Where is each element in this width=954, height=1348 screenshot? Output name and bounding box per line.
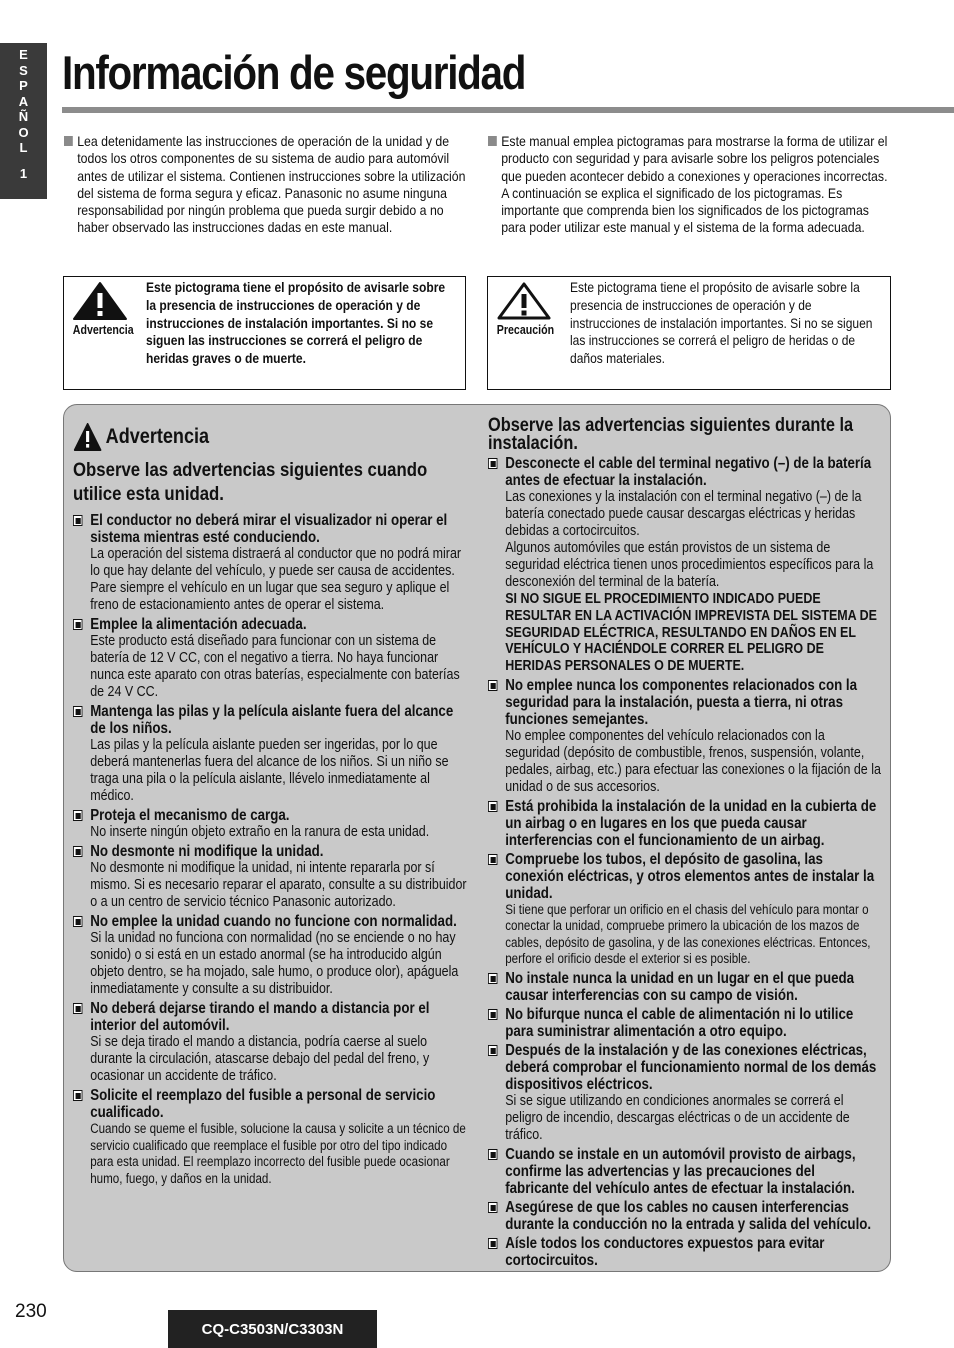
checkbox-bullet-icon bbox=[488, 1045, 497, 1056]
warning-item-body: No desmonte ni modifique la unidad, ni intente repararla por sí mismo. Si es necesario reparar el aparato, consulte a su distribuidor o a un centro de servicio técnico Panasonic autorizado. bbox=[90, 860, 467, 910]
bullet-square-icon bbox=[488, 136, 497, 146]
warning-item-heading: Mantenga las pilas y la película aislante fuera del alcance de los niños. bbox=[73, 703, 467, 737]
intro-right-text: Este manual emplea pictogramas para mostrarse la forma de utilizar el producto con seguridad y para avisarle sobre los peligros potenciales que pueden acontecer debido a conexiones y operaciones incorrectas. A continuación se explica el significado de los pictogramas. Es importante que comprenda bien los significados de los pictogramas para poder utilizar este manual y el sistema de la forma adecuada. bbox=[501, 133, 888, 236]
checkbox-bullet-icon bbox=[488, 973, 497, 984]
installation-section-title: Observe las advertencias siguientes durante la instalación. bbox=[488, 415, 854, 454]
warning-item-heading: Emplee la alimentación adecuada. bbox=[73, 616, 467, 633]
section-number: 1 bbox=[19, 165, 28, 181]
checkbox-bullet-icon bbox=[73, 515, 82, 526]
intro-left-text: Lea detenidamente las instrucciones de operación de la unidad y de todos los otros componentes de su sistema de audio para automóvil antes de utilizar el sistema. Contienen instrucciones sobre la utilización del sistema de forma segura y eficaz. Panasonic no asume ninguna responsabilidad por ningún problema que pueda surgir debido a no haber observado las instrucciones dadas en este manual. bbox=[77, 133, 466, 236]
caution-triangle-icon bbox=[496, 281, 552, 321]
page-number: 230 bbox=[15, 1301, 47, 1322]
lang-letter: P bbox=[19, 78, 28, 93]
checkbox-bullet-icon bbox=[73, 810, 82, 821]
warning-item bbox=[488, 1235, 882, 1269]
warning-item bbox=[488, 455, 882, 675]
warning-item-heading: No bifurque nunca el cable de alimentación ni lo utilice para suministrar alimentación a otro equipo. bbox=[488, 1006, 882, 1040]
warning-item-caps-text: SI NO SIGUE EL PROCEDIMIENTO INDICADO PUEDE RESULTAR EN LA ACTIVACIÓN IMPREVISTA DEL SISTEMA DE SEGURIDAD ELÉCTRICA, RESULTANDO EN DAÑOS EN EL VEHÍCULO Y HACIÉNDOLE CORRER EL PELIGRO DE HERIDAS PERSONALES O DE MUERTE. bbox=[505, 591, 878, 675]
warning-item-heading: Proteja el mecanismo de carga. bbox=[73, 807, 467, 824]
warning-item-heading: El conductor no deberá mirar el visualizador ni operar el sistema mientras esté conduciendo. bbox=[73, 512, 467, 546]
warning-item-body: Si se deja tirado el mando a distancia, podría caerse al suelo durante la circulación, atascarse debajo del pedal del freno, y ocasionar un accidente de tráfico. bbox=[90, 1034, 430, 1084]
lang-letter: S bbox=[19, 62, 28, 78]
warning-pictogram-label: Advertencia bbox=[72, 323, 134, 337]
caution-pictogram bbox=[492, 281, 556, 337]
checkbox-bullet-icon bbox=[73, 916, 82, 927]
warning-item bbox=[73, 843, 467, 911]
warning-item-heading: Solicite el reemplazo del fusible a personal de servicio cualificado. bbox=[73, 1087, 467, 1121]
warning-triangle-icon bbox=[73, 422, 102, 452]
caution-pictogram-text: Este pictograma tiene el propósito de avisarle sobre la presencia de instrucciones de operación y de instrucciones de instalación importantes. Si no se siguen las instrucciones se correrá el peligro de heridas o de daños materiales. bbox=[570, 279, 873, 367]
usage-section-title: Observe las advertencias siguientes cuando utilice esta unidad. bbox=[73, 459, 428, 505]
warning-item-body: La operación del sistema distraerá al conductor que no podrá mirar lo que hay delante del vehículo, y puede ser causa de accidentes. Pare siempre el vehículo en un lugar que sea seguro y aplique el freno de estacionamiento antes de operar el sistema. bbox=[90, 546, 462, 613]
caution-pictogram-box bbox=[487, 276, 891, 390]
warning-heading-label: Advertencia bbox=[105, 425, 210, 448]
warning-item-text: Algunos automóviles que están provistos de un sistema de seguridad eléctrica tienen unos procedimientos específicos para la desconexión del terminal de la batería. bbox=[505, 540, 874, 590]
warning-item-body: Este producto está diseñado para funcionar con un sistema de batería de 12 V CC, con el negativo a tierra. No haya funcionar nunca este aparato con otras baterías, especialmente con baterías de 24 V CC. bbox=[90, 633, 460, 700]
warning-item bbox=[73, 807, 467, 841]
lang-letter: L bbox=[19, 140, 28, 155]
checkbox-bullet-icon bbox=[488, 1202, 497, 1213]
warning-item bbox=[488, 1199, 882, 1233]
warning-item-heading: Desconecte el cable del terminal negativo (–) de la batería antes de efectuar la instalación. bbox=[488, 455, 882, 489]
language-tab bbox=[0, 43, 47, 199]
warning-item bbox=[73, 1087, 467, 1187]
warning-item bbox=[488, 851, 882, 968]
warning-item-heading: No desmonte ni modifique la unidad. bbox=[73, 843, 467, 860]
intro-left bbox=[64, 133, 469, 237]
warning-item-body: Si se sigue utilizando en condiciones anormales se correrá el peligro de incendio, descargas eléctricas o de un accidente de tráfico. bbox=[505, 1092, 850, 1143]
warning-item-body bbox=[488, 489, 882, 675]
checkbox-bullet-icon bbox=[488, 1238, 497, 1249]
warning-item-body: Cuando se queme el fusible, solucione la causa y solicite a un técnico de servicio cualificado que reemplace el fusible por otro del tipo indicado para esta unidad. El reemplazo incorrecto del fusible puede ocasionar humo, fuego, y daños en la unidad. bbox=[90, 1121, 466, 1186]
warning-item-heading: Cuando se instale en un automóvil provisto de airbags, confirme las advertencias y las precauciones del fabricante del vehículo antes de efectuar la instalación. bbox=[488, 1146, 882, 1197]
warning-item-heading: Está prohibida la instalación de la unidad en la cubierta de un airbag o en lugares en los que pueda causar interferencias con el funcionamiento de un airbag. bbox=[488, 798, 882, 849]
warning-pictogram bbox=[68, 281, 132, 337]
warning-item bbox=[73, 616, 467, 701]
warning-item-heading: Después de la instalación y de las conexiones eléctricas, deberá comprobar el funcionamiento normal de los demás dispositivos eléctricos. bbox=[488, 1042, 882, 1093]
warning-item bbox=[488, 677, 882, 796]
warning-item-heading: No instale nunca la unidad en un lugar en el que pueda causar interferencias con su campo de visión. bbox=[488, 970, 882, 1004]
checkbox-bullet-icon bbox=[73, 619, 82, 630]
warning-item bbox=[73, 703, 467, 805]
model-number-tag: CQ-C3503N/C3303N bbox=[168, 1310, 377, 1348]
warning-item bbox=[488, 1042, 882, 1144]
warning-item-heading: Asegúrese de que los cables no causen interferencias durante la conducción no la entrada y salida del vehículo. bbox=[488, 1199, 882, 1233]
warning-item-body: Las pilas y la película aislante pueden ser ingeridas, por lo que deberá mantenerlas fuera del alcance de los niños. Si un niño se traga una pila o la película aislante, llévelo inmediatamente al médico. bbox=[90, 737, 449, 804]
intro-right bbox=[488, 133, 889, 237]
caution-pictogram-label: Precaución bbox=[496, 323, 555, 337]
warning-item bbox=[488, 798, 882, 849]
warning-item-heading: No emplee la unidad cuando no funcione con normalidad. bbox=[73, 913, 467, 930]
lang-letter: Ñ bbox=[18, 109, 29, 124]
checkbox-bullet-icon bbox=[73, 1090, 82, 1101]
warning-item-heading: No deberá dejarse tirando el mando a distancia por el interior del automóvil. bbox=[73, 1000, 467, 1034]
warning-item bbox=[73, 913, 467, 998]
warning-item-body: No emplee componentes del vehículo relacionados con la seguridad (depósito de combustible, frenos, suspensión, volante, pedales, airbag, etc.) para efectuar las conexiones o la fijación de la unidad o de sus accesorios. bbox=[505, 727, 881, 795]
warning-item bbox=[73, 1000, 467, 1085]
checkbox-bullet-icon bbox=[488, 1009, 497, 1020]
warning-item-body: No inserte ningún objeto extraño en la ranura de esta unidad. bbox=[90, 824, 430, 840]
warning-item-heading: No emplee nunca los componentes relacionados con la seguridad para la instalación, puesta a tierra, ni otras funciones semejantes. bbox=[488, 677, 882, 728]
lang-letter: O bbox=[18, 124, 29, 140]
installation-warnings-column bbox=[488, 417, 882, 1269]
checkbox-bullet-icon bbox=[488, 1149, 497, 1160]
warning-pictogram-text: Este pictograma tiene el propósito de avisarle sobre la presencia de instrucciones de operación y de instrucciones de instalación importantes. Si no se siguen las instrucciones se correrá el peligro de heridas graves o de muerte. bbox=[146, 279, 446, 367]
title-rule bbox=[62, 107, 954, 113]
warning-item bbox=[488, 1146, 882, 1197]
warning-triangle-icon bbox=[72, 281, 128, 321]
warning-item-body: Si tiene que perforar un orificio en el chasis del vehículo para montar o conectar la unidad, compruebe primero la ubicación de los mazos de cables, depósito de gasolina, y de las conexiones eléctricas. Entonces, perfore el orificio desde el exterior si es posible. bbox=[505, 901, 871, 967]
warning-heading bbox=[73, 420, 467, 454]
warning-item bbox=[488, 970, 882, 1004]
checkbox-bullet-icon bbox=[73, 706, 82, 717]
checkbox-bullet-icon bbox=[488, 680, 497, 691]
usage-warnings-column bbox=[73, 420, 467, 1187]
page-title: Información de seguridad bbox=[62, 46, 526, 99]
warning-pictogram-box bbox=[63, 276, 466, 390]
warning-item-heading: Aísle todos los conductores expuestos para evitar cortocircuitos. bbox=[488, 1235, 882, 1269]
checkbox-bullet-icon bbox=[488, 801, 497, 812]
lang-letter: E bbox=[19, 47, 28, 62]
warning-item-heading: Compruebe los tubos, el depósito de gasolina, las conexión eléctricas, y otros elementos antes de instalar la unidad. bbox=[488, 851, 882, 902]
checkbox-bullet-icon bbox=[73, 846, 82, 857]
bullet-square-icon bbox=[64, 136, 73, 146]
warning-item-text: Las conexiones y la instalación con el terminal negativo (–) de la batería conectado puede causar descargas eléctricas y heridas debidas a cortocircuitos. bbox=[505, 489, 862, 539]
checkbox-bullet-icon bbox=[73, 1003, 82, 1014]
warning-item-body: Si la unidad no funciona con normalidad (no se enciende o no hay sonido) o si está en un estado anormal (se ha introducido algún objeto dentro, se ha mojado, sale humo, o produce olor), apáguela inmediatamente y consulte a su distribuidor. bbox=[90, 930, 459, 997]
checkbox-bullet-icon bbox=[488, 458, 497, 469]
lang-letter: A bbox=[18, 93, 29, 109]
warning-item bbox=[73, 512, 467, 614]
checkbox-bullet-icon bbox=[488, 854, 497, 865]
warning-item bbox=[488, 1006, 882, 1040]
